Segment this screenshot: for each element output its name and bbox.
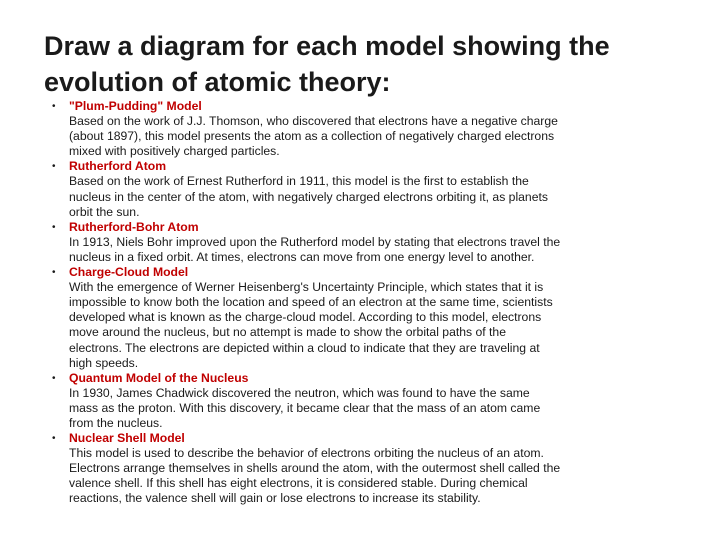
list-item [52,431,562,506]
list-item [52,371,562,431]
bullet-icon: • [52,433,56,445]
model-list [52,99,562,507]
model-description: Based on the work of J.J. Thomson, who discovered that electrons have a negative charge (about 1897), this model presents the atom as a collection of negatively charged electrons mixed with positively charged particles. [69,114,558,159]
bullet-icon: • [52,221,56,233]
bullet-icon: • [52,161,56,173]
model-heading: "Plum-Pudding" Model [69,99,202,113]
model-heading: Rutherford Atom [69,159,167,174]
model-description: In 1930, James Chadwick discovered the neutron, which was found to have the same mass as the proton. With this discovery, it became clear that the mass of an atom came from the nucleus. [69,385,541,430]
bullet-icon: • [52,101,56,112]
list-item [52,159,562,219]
model-heading: Nuclear Shell Model [69,431,185,446]
list-item [52,220,562,265]
bullet-icon: • [52,372,56,384]
model-description: In 1913, Niels Bohr improved upon the Rutherford model by stating that electrons travel the nucleus in a fixed orbit. At times, electrons can move from one energy level to another. [69,234,561,264]
model-description: With the emergence of Werner Heisenberg's Uncertainty Principle, which states that it is impossible to know both the location and speed of an electron at the same time, scientists developed what is known as the charge-cloud model. According to this model, electrons move around the nucleus, but no attempt is made to show the orbital paths of the electrons. The electrons are depicted within a cloud to indicate that they are traveling at high speeds. [69,280,553,370]
model-heading: Quantum Model of the Nucleus [69,370,249,385]
model-heading: Charge-Cloud Model [69,265,189,280]
model-description: This model is used to describe the behavior of electrons orbiting the nucleus of an atom. Electrons arrange themselves in shells around the atom, with the outermost shell called the valence shell. If this shell has eight electrons, it is considered stable. During chemical reactions, the valence shell will gain or lose electrons to increase its stability. [69,446,561,506]
list-item [52,99,562,159]
model-heading: Rutherford-Bohr Atom [69,219,199,234]
bullet-icon: • [52,267,56,279]
list-item [52,265,562,371]
slide-title: Draw a diagram for each model showing the evolution of atomic theory: [44,31,610,97]
model-description: Based on the work of Ernest Rutherford in 1911, this model is the first to establish the nucleus in the center of the atom, with negatively charged electrons orbiting it, as planets orbit the sun. [69,174,548,219]
